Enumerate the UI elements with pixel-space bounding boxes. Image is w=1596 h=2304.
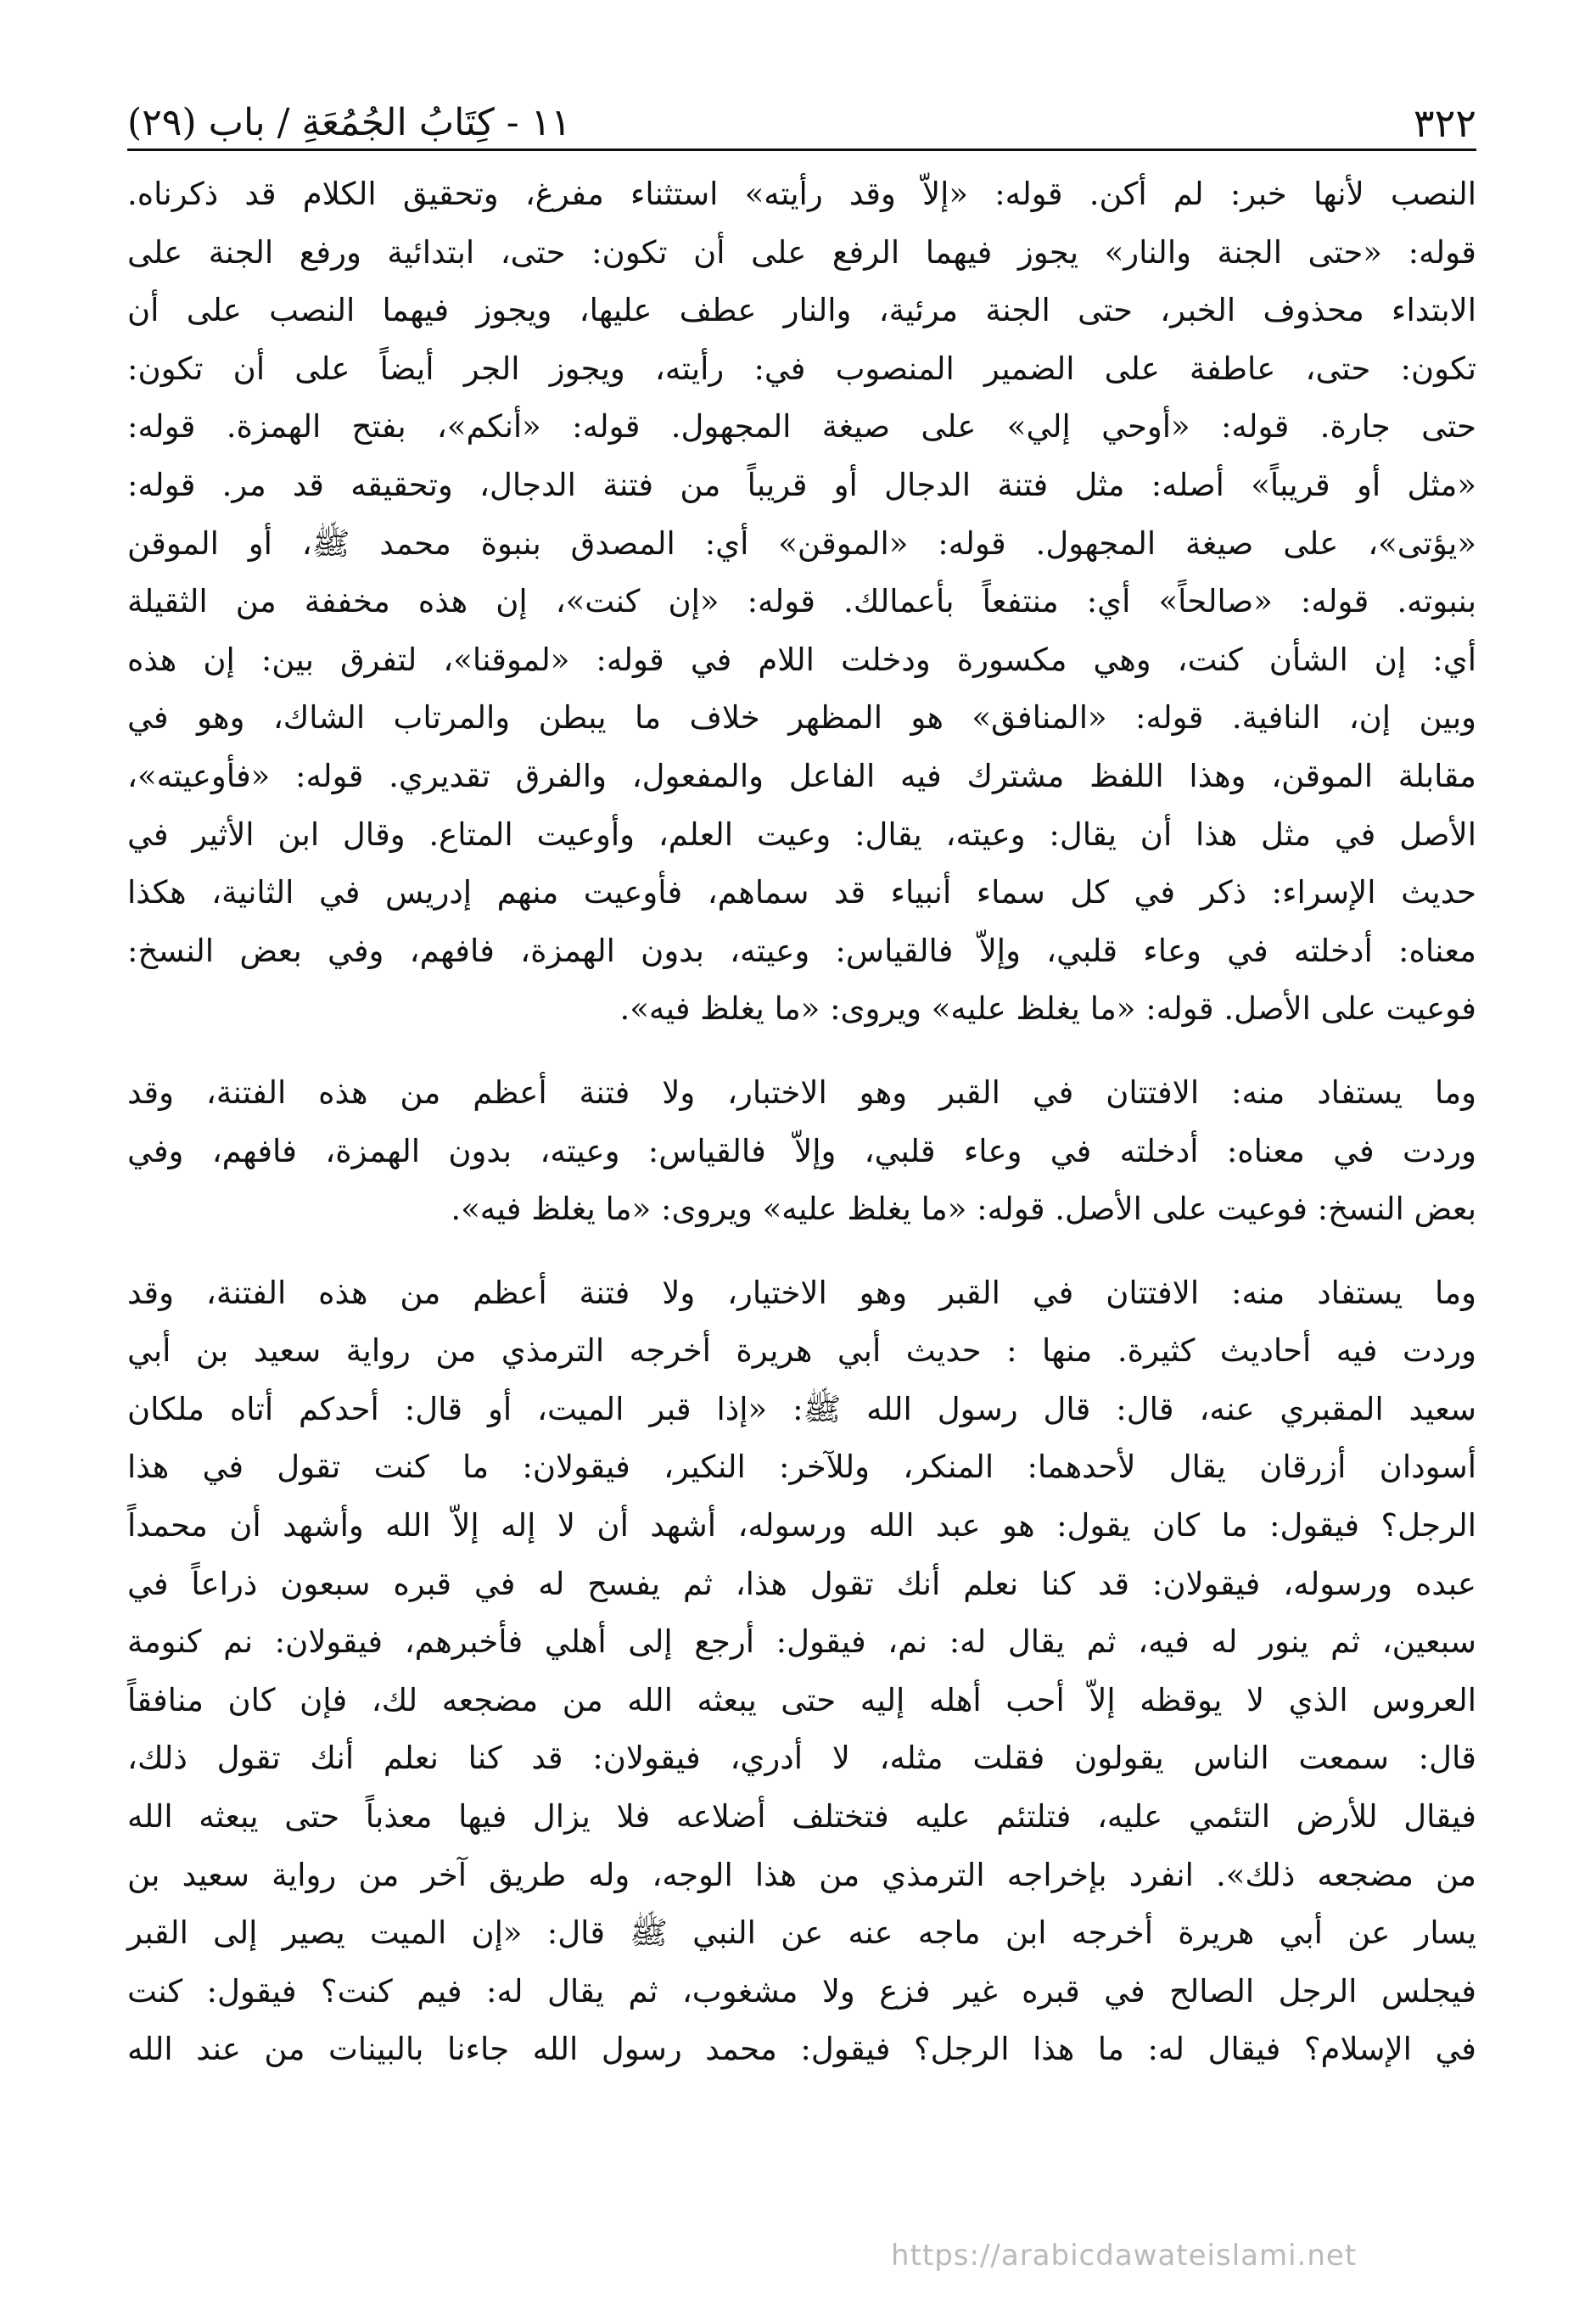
text-line: وما يستفاد منه: الافتتان في القبر وهو الاختيار، ولا فتنة أعظم من هذه الفتنة، وقد: [127, 1274, 1476, 1311]
text-line: «مثل أو قريباً» أصله: مثل فتنة الدجال أو قريباً من فتنة الدجال، وتحقيقه قد مر. قوله:: [127, 466, 1476, 503]
text-line: العروس الذي لا يوقظه إلاّ أحب أهله إليه حتى يبعثه الله من مضجعه لك، فإن كان منافقاً: [127, 1681, 1476, 1718]
text-line: في الإسلام؟ فيقال له: ما هذا الرجل؟ فيقول: محمد رسول الله جاءنا بالبينات من عند الله: [127, 2031, 1476, 2068]
page-number: ٣٢٢: [1413, 100, 1476, 146]
text-line: بنبوته. قوله: «صالحاً» أي: منتفعاً بأعمالك. قوله: «إن كنت»، إن هذه مخففة من الثقيلة: [127, 583, 1476, 620]
text-line: عبده ورسوله، فيقولان: قد كنا نعلم أنك تقول هذا، ثم يفسح له في قبره سبعون ذراعاً في: [127, 1565, 1476, 1602]
text-line: حديث الإسراء: ذكر في كل سماء أنبياء قد سماهم، فأوعيت منهم إدريس في الثانية، هكذا: [127, 874, 1476, 911]
text-line: بعض النسخ: فوعيت على الأصل. قوله: «ما يغلظ عليه» ويروى: «ما يغلظ فيه».: [451, 1191, 1476, 1228]
text-line: وبين إن، النافية. قوله: «المنافق» هو المظهر خلاف ما يبطن والمرتاب الشاك، وهو في: [127, 699, 1476, 737]
page-body: [127, 165, 1476, 2079]
text-line: معناه: أدخلته في وعاء قلبي، وإلاّ فالقياس: وعيته، بدون الهمزة، فافهم، وفي بعض النسخ:: [127, 932, 1476, 969]
text-line: مقابلة الموقن، وهذا اللفظ مشترك فيه الفاعل والمفعول، والفرق تقديري. قوله: «فأوعيته»،: [127, 757, 1476, 794]
text-line: فيقال للأرض التئمي عليه، فتلتئم عليه فتختلف أضلاعه فلا يزال فيها معذباً حتى يبعثه الله: [127, 1798, 1476, 1836]
paragraph-commentary: [127, 165, 1476, 1039]
header-rule: [127, 149, 1476, 151]
text-line: قوله: «حتى الجنة والنار» يجوز فيهما الرفع على أن تكون: حتى، ابتدائية ورفع الجنة على: [127, 233, 1476, 271]
text-line: من مضجعه ذلك». انفرد بإخراجه الترمذي من هذا الوجه، وله طريق آخر من رواية سعيد بن: [127, 1856, 1476, 1893]
text-line: يسار عن أبي هريرة أخرجه ابن ماجه عنه عن النبي ﷺ قال: «إن الميت يصير إلى القبر: [127, 1914, 1476, 1952]
page-header: [127, 81, 1476, 149]
text-line: سبعين، ثم ينور له فيه، ثم يقال له: نم، فيقول: أرجع إلى أهلي فأخبرهم، فيقولان: نم كنومة: [127, 1623, 1476, 1661]
text-line: الابتداء محذوف الخبر، حتى الجنة مرئية، والنار عطف عليها، ويجوز فيهما النصب على أن: [127, 292, 1476, 329]
text-line: أسودان أزرقان يقال لأحدهما: المنكر، وللآخر: النكير، فيقولان: ما كنت تقول في هذا: [127, 1449, 1476, 1486]
text-line: فوعيت على الأصل. قوله: «ما يغلظ عليه» ويروى: «ما يغلظ فيه».: [619, 990, 1476, 1028]
text-line: الأصل في مثل هذا أن يقال: وعيته، يقال: وعيت العلم، وأوعيت المتاع. وقال ابن الأثير في: [127, 816, 1476, 853]
paragraph-benefits: [127, 1064, 1476, 1239]
text-line: قال: سمعت الناس يقولون فقلت مثله، لا أدري، فيقولان: قد كنا نعلم أنك تقول ذلك،: [127, 1740, 1476, 1777]
text-line: «يؤتى»، على صيغة المجهول. قوله: «الموقن» أي: المصدق بنبوة محمد ﷺ، أو الموقن: [127, 524, 1476, 562]
text-line: وردت فيه أحاديث كثيرة. منها : حديث أبي هريرة أخرجه الترمذي من رواية سعيد بن أبي: [127, 1332, 1476, 1370]
text-line: وردت في معناه: أدخلته في وعاء قلبي، وإلاّ فالقياس: وعيته، بدون الهمزة، فافهم، وفي: [127, 1132, 1476, 1169]
text-line: النصب لأنها خبر: لم أكن. قوله: «إلاّ وقد رأيته» استثناء مفرغ، وتحقيق الكلام قد ذكرناه.: [127, 176, 1477, 212]
text-line: فيجلس الرجل الصالح في قبره غير فزع ولا مشغوب، ثم يقال له: فيم كنت؟ فيقول: كنت: [127, 1972, 1476, 2010]
text-line: سعيد المقبري عنه، قال: قال رسول الله ﷺ: «إذا قبر الميت، أو قال: أحدكم أتاه ملكان: [127, 1390, 1476, 1427]
text-line: أي: إن الشأن كنت، وهي مكسورة ودخلت اللام في قوله: «لموقنا»، لتفرق بين: إن هذه: [127, 641, 1476, 678]
text-line: تكون: حتى، عاطفة على الضمير المنصوب في: رأيته، ويجوز الجر أيضاً على أن تكون:: [127, 350, 1476, 387]
running-title: ١١ - كِتَابُ الجُمُعَةِ / باب (٢٩): [127, 101, 571, 144]
text-line: الرجل؟ فيقول: ما كان يقول: هو عبد الله ورسوله، أشهد أن لا إله إلاّ الله وأشهد أن محمداً: [127, 1507, 1476, 1544]
watermark-url: https://arabicdawateislami.net: [891, 2239, 1358, 2273]
text-line: وما يستفاد منه: الافتتان في القبر وهو الاختبار، ولا فتنة أعظم من هذه الفتنة، وقد: [127, 1074, 1476, 1111]
paragraph-hadith: [127, 1264, 1476, 2079]
text-line: حتى جارة. قوله: «أوحي إلي» على صيغة المجهول. قوله: «أنكم»، بفتح الهمزة. قوله:: [127, 408, 1476, 446]
